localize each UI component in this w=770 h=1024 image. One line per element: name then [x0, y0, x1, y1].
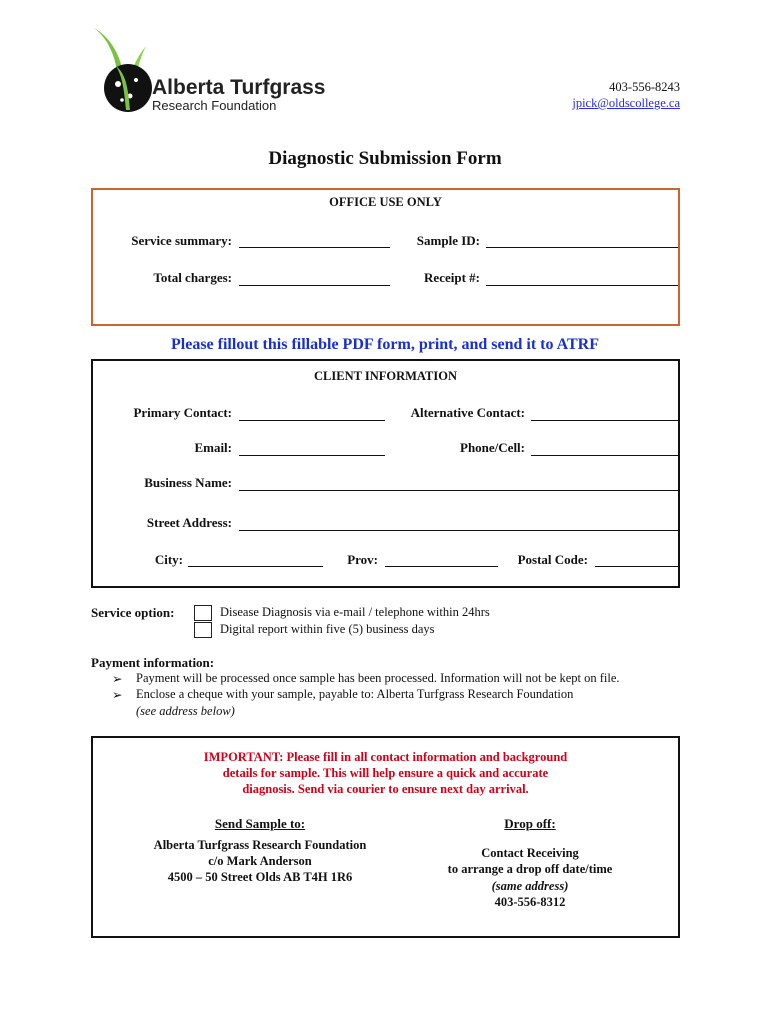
- service-option-2-checkbox[interactable]: [194, 622, 212, 638]
- send-address-line-3: 4500 – 50 Street Olds AB T4H 1R6: [167, 870, 353, 884]
- arrow-bullet-icon: ➢: [112, 688, 123, 702]
- city-label: City:: [154, 552, 183, 567]
- header-email-link[interactable]: jpick@oldscollege.ca: [572, 96, 680, 110]
- email-field[interactable]: [239, 455, 385, 456]
- payment-bullet-2-note: (see address below): [136, 704, 235, 718]
- important-line-3: diagnosis. Send via courier to ensure next day arrival.: [242, 782, 529, 796]
- drop-off-line-2: to arrange a drop off date/time: [447, 862, 613, 876]
- receipt-label: Receipt #:: [424, 270, 480, 285]
- service-summary-label: Service summary:: [131, 233, 232, 248]
- alternative-contact-field[interactable]: [531, 420, 678, 421]
- payment-bullet-1: Payment will be processed once sample has been processed. Information will not be kept on file.: [136, 671, 620, 685]
- sample-id-label: Sample ID:: [416, 233, 480, 248]
- send-address-line-1: Alberta Turfgrass Research Foundation: [153, 838, 367, 852]
- sample-id-field[interactable]: [486, 247, 678, 248]
- send-sample-heading: Send Sample to:: [214, 816, 306, 831]
- service-option-label: Service option:: [91, 605, 175, 620]
- receipt-field[interactable]: [486, 285, 678, 286]
- street-address-field[interactable]: [239, 530, 678, 531]
- drop-off-heading: Drop off:: [504, 816, 556, 831]
- phone-label: Phone/Cell:: [460, 440, 525, 455]
- logo: [88, 26, 338, 118]
- prov-label: Prov:: [347, 552, 378, 567]
- drop-off-line-3: (same address): [491, 879, 569, 893]
- office-use-heading: OFFICE USE ONLY: [329, 195, 442, 209]
- logo-name: Alberta Turfgrass: [152, 76, 326, 99]
- business-name-field[interactable]: [239, 490, 678, 491]
- total-charges-field[interactable]: [239, 285, 390, 286]
- city-field[interactable]: [188, 566, 323, 567]
- instruction-text: Please fillout this fillable PDF form, print, and send it to ATRF: [171, 336, 599, 353]
- client-info-heading: CLIENT INFORMATION: [314, 369, 457, 383]
- service-option-1-label: Disease Diagnosis via e-mail / telephone within 24hrs: [220, 605, 490, 619]
- important-line-1: IMPORTANT: Please fill in all contact information and background: [203, 750, 568, 764]
- payment-bullet-2: Enclose a cheque with your sample, payable to: Alberta Turfgrass Research Foundation: [136, 687, 574, 701]
- primary-contact-label: Primary Contact:: [133, 405, 232, 420]
- alternative-contact-label: Alternative Contact:: [410, 405, 525, 420]
- business-name-label: Business Name:: [144, 475, 232, 490]
- postal-code-label: Postal Code:: [517, 552, 588, 567]
- primary-contact-field[interactable]: [239, 420, 385, 421]
- phone-field[interactable]: [531, 455, 678, 456]
- service-option-1-checkbox[interactable]: [194, 605, 212, 621]
- drop-off-line-1: Contact Receiving: [481, 846, 579, 860]
- drop-off-phone: 403-556-8312: [494, 895, 566, 909]
- important-line-2: details for sample. This will help ensure a quick and accurate: [222, 766, 549, 780]
- payment-label: Payment information:: [91, 655, 215, 670]
- street-address-label: Street Address:: [146, 515, 232, 530]
- email-label: Email:: [194, 440, 232, 455]
- header-phone: 403-556-8243: [609, 80, 680, 94]
- page-title: Diagnostic Submission Form: [268, 148, 502, 169]
- service-summary-field[interactable]: [239, 247, 390, 248]
- postal-code-field[interactable]: [595, 566, 678, 567]
- total-charges-label: Total charges:: [153, 270, 232, 285]
- service-option-2-label: Digital report within five (5) business days: [220, 622, 435, 636]
- logo-subtitle: Research Foundation: [152, 98, 277, 113]
- arrow-bullet-icon: ➢: [112, 672, 123, 686]
- prov-field[interactable]: [385, 566, 498, 567]
- send-address-line-2: c/o Mark Anderson: [208, 854, 312, 868]
